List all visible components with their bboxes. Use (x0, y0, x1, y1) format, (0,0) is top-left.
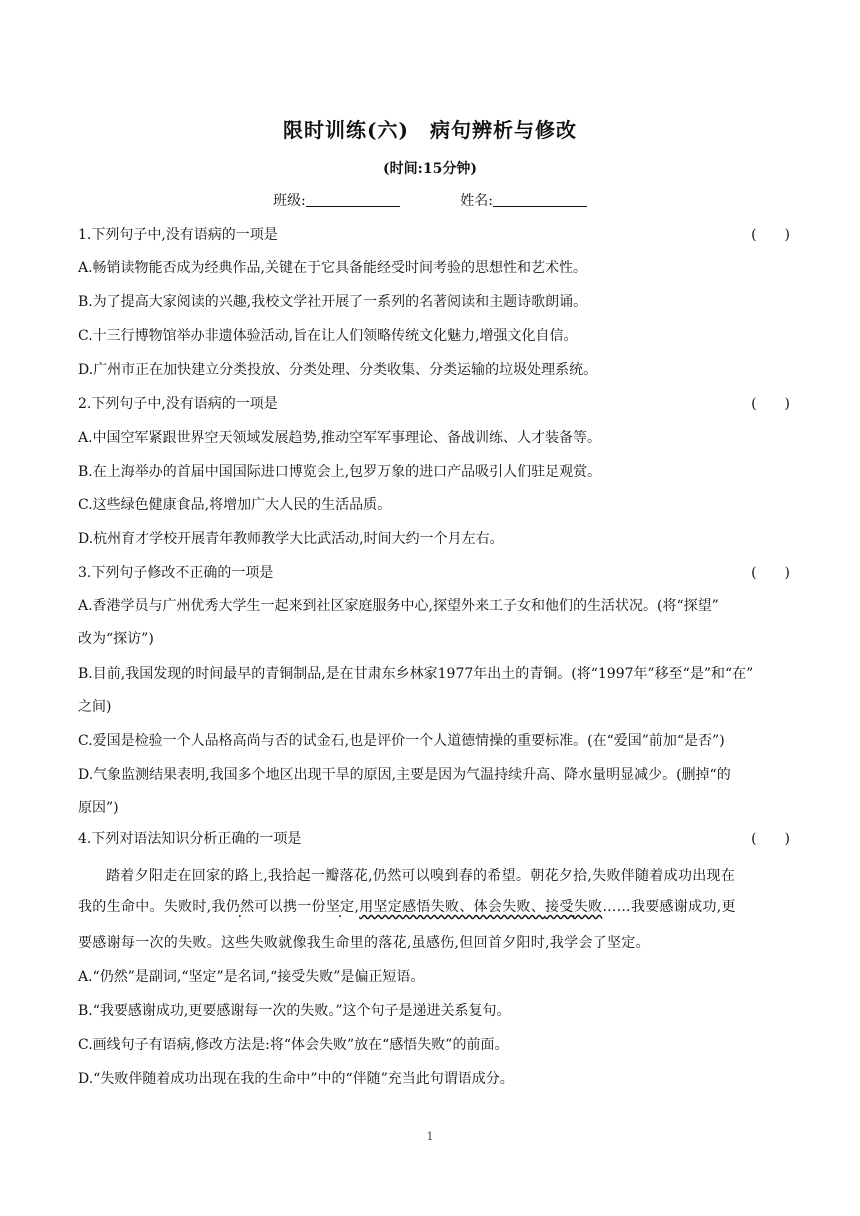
question-2-answer-bracket[interactable]: ( ) (751, 396, 790, 412)
question-3-option-a-line1: A.香港学员与广州优秀大学生一起来到社区家庭服务中心,探望外来工子女和他们的生活状况。(将“探望” (78, 598, 719, 614)
question-1-option-a: A.畅销读物能否成为经典作品,关键在于它具备能经受时间考验的思想性和艺术性。 (78, 260, 588, 276)
question-2-option-d: D.杭州育才学校开展青年教师教学大比武活动,时间大约一个月左右。 (78, 531, 504, 547)
class-label: 班级: (273, 193, 306, 209)
question-3-option-d-line1: D.气象监测结果表明,我国多个地区出现干旱的原因,主要是因为气温持续升高、降水量明显减少。(删掉“的 (78, 767, 731, 783)
passage-text: ……我要感谢成功,更 (602, 899, 736, 915)
dotted-word-jianding: 坚定 (325, 899, 355, 915)
question-2-option-a: A.中国空军紧跟世界空天领域发展趋势,推动空军军事理论、备战训练、人才装备等。 (78, 430, 602, 446)
passage-line-1: 踏着夕阳走在回家的路上,我拾起一瓣落花,仍然可以嗅到春的希望。朝花夕拾,失败伴随着成功出现在 (106, 868, 736, 884)
class-field (273, 190, 400, 210)
name-label: 姓名: (460, 193, 493, 209)
question-2-stem (78, 394, 790, 414)
page-title: 限时训练(六) 病句辨析与修改 (283, 118, 577, 142)
name-blank[interactable] (493, 192, 587, 207)
question-1-stem (78, 225, 790, 245)
name-field (460, 190, 587, 210)
question-1-text: 1.下列句子中,没有语病的一项是 (78, 227, 278, 243)
question-3-option-d-line2: 原因”) (78, 800, 119, 816)
question-4-option-d: D.“失败伴随着成功出现在我的生命中”中的“伴随”充当此句谓语成分。 (78, 1071, 514, 1087)
question-3-stem (78, 563, 790, 583)
class-blank[interactable] (306, 192, 400, 207)
underlined-sentence (359, 899, 602, 915)
passage-text: 我的生命中。失败时,我 (78, 899, 226, 915)
page-number: 1 (426, 1130, 434, 1143)
question-4-option-c: C.画线句子有语病,修改方法是:将“体会失败”放在“感悟失败”的前面。 (78, 1037, 509, 1053)
question-4-stem (78, 829, 790, 849)
question-3-option-b-line2: 之间) (78, 699, 112, 715)
question-1-option-c: C.十三行博物馆举办非遗体验活动,旨在让人们领略传统文化魅力,增强文化自信。 (78, 328, 578, 344)
passage-text: 可以携一份 (254, 899, 326, 915)
question-3-option-b-line1: B.目前,我国发现的时间最早的青铜制品,是在甘肃东乡林家1977年出土的青铜。(将“1997年”移至“是”和“在” (78, 666, 754, 682)
time-limit: (时间:15分钟) (383, 161, 477, 177)
question-2-option-c: C.这些绿色健康食品,将增加广大人民的生活品质。 (78, 497, 392, 513)
question-3-option-a-line2: 改为“探访”) (78, 631, 154, 647)
passage-line-2 (78, 897, 790, 917)
passage-text: , (354, 899, 360, 915)
question-1-option-b: B.为了提高大家阅读的兴趣,我校文学社开展了一系列的名著阅读和主题诗歌朗诵。 (78, 294, 588, 310)
question-4-option-a: A.“仍然”是副词,“坚定”是名词,“接受失败”是偏正短语。 (78, 969, 425, 985)
question-2-text: 2.下列句子中,没有语病的一项是 (78, 396, 278, 412)
question-1-answer-bracket[interactable]: ( ) (751, 227, 790, 243)
question-1-option-d: D.广州市正在加快建立分类投放、分类处理、分类收集、分类运输的垃圾处理系统。 (78, 362, 598, 378)
student-info-row (0, 190, 860, 210)
question-4-answer-bracket[interactable]: ( ) (751, 831, 790, 847)
question-2-option-b: B.在上海举办的首届中国国际进口博览会上,包罗万象的进口产品吸引人们驻足观赏。 (78, 464, 602, 480)
question-3-text: 3.下列句子修改不正确的一项是 (78, 565, 274, 581)
question-3-answer-bracket[interactable]: ( ) (751, 565, 790, 581)
dotted-phrase-jieshou-shibai: 接受失败 (545, 899, 603, 915)
passage-line-3: 要感谢每一次的失败。这些失败就像我生命里的落花,虽感伤,但回首夕阳时,我学会了坚定。 (78, 935, 650, 951)
dotted-word-rengran: 仍然 (225, 899, 255, 915)
question-4-option-b: B.“我要感谢成功,更要感谢每一次的失败。”这个句子是递进关系复句。 (78, 1003, 511, 1019)
question-3-option-c: C.爱国是检验一个人品格高尚与否的试金石,也是评价一个人道德情操的重要标准。(在“爱国”前加“是否”) (78, 733, 725, 749)
underlined-text: 用坚定感悟失败、体会失败、 (359, 899, 546, 915)
question-4-text: 4.下列对语法知识分析正确的一项是 (78, 831, 302, 847)
